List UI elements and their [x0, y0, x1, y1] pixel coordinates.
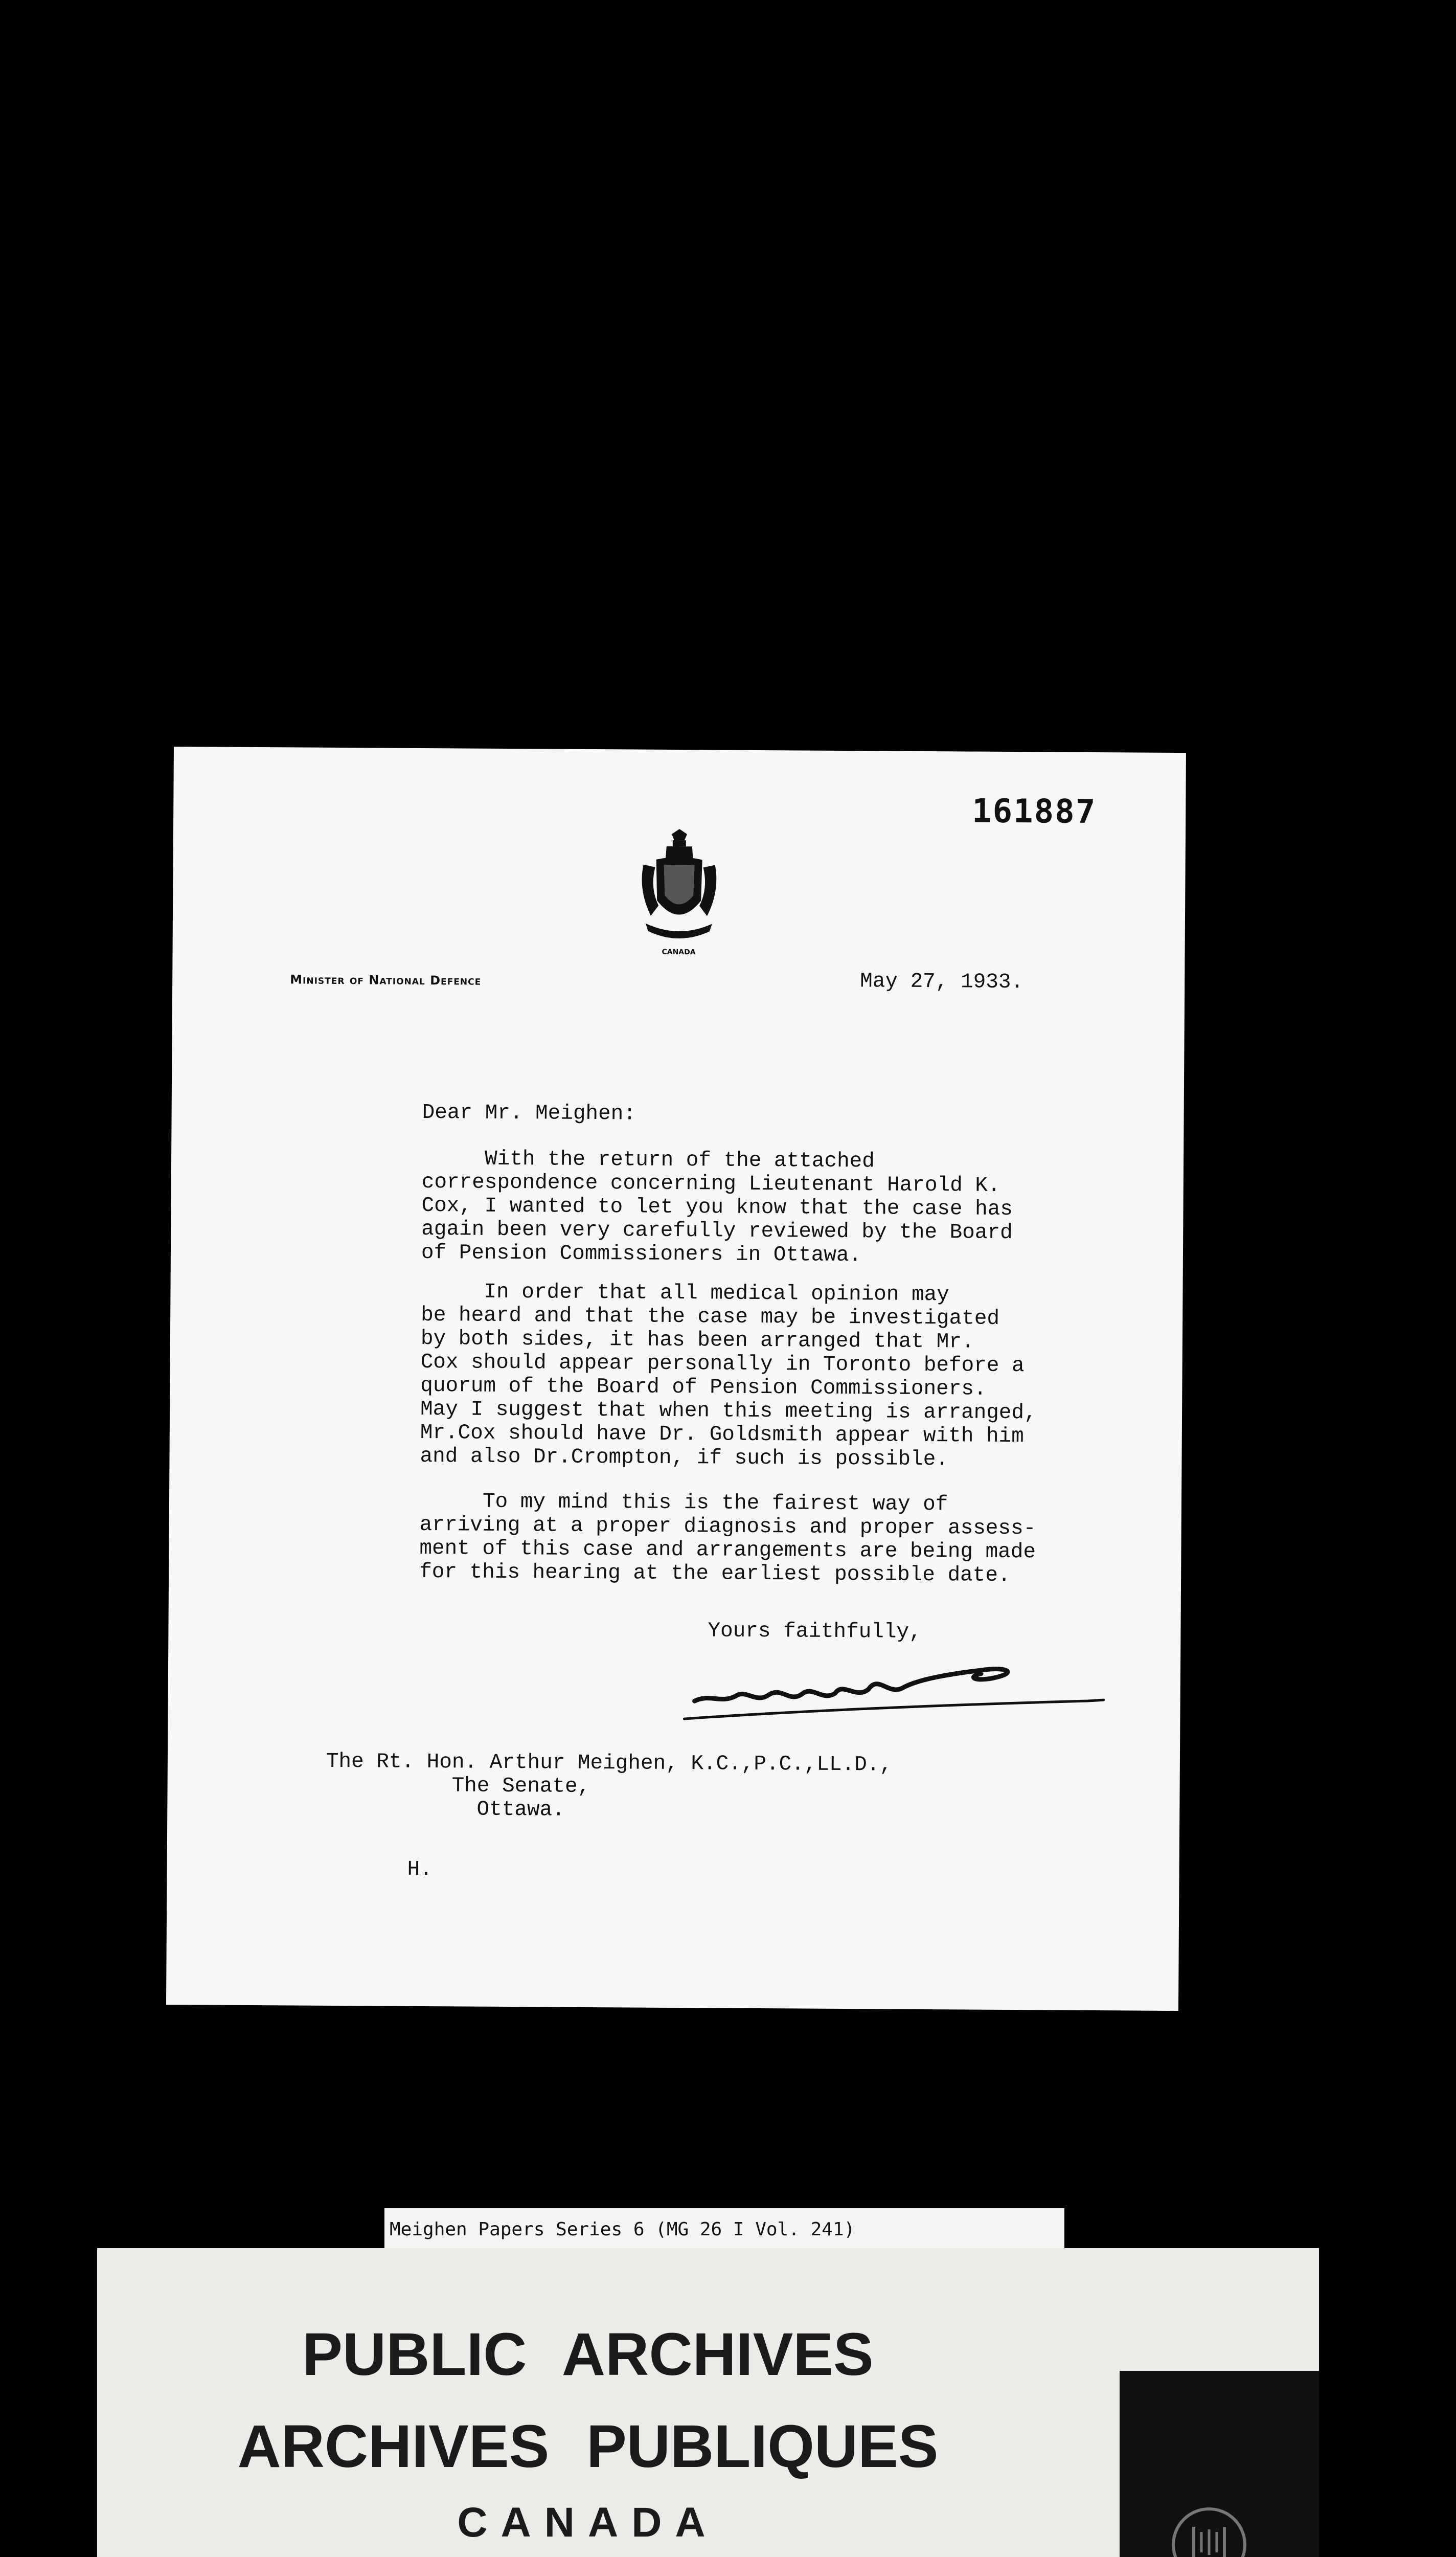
paragraph-line: With the return of the attached [421, 1147, 875, 1174]
crest-caption: CANADA [662, 948, 696, 957]
paragraph-line: and also Dr.Crompton, if such is possible. [420, 1444, 949, 1472]
archive-reference-label: Meighen Papers Series 6 (MG 26 I Vol. 241) [384, 2208, 1064, 2251]
addressee-block [326, 1750, 892, 1824]
salutation: Dear Mr. Meighen: [422, 1101, 636, 1126]
archives-seal-icon [1166, 2501, 1253, 2557]
paragraph-line: by both sides, it has been arranged that Mr. [420, 1327, 974, 1354]
paragraph-line: again been very carefully reviewed by the Board [421, 1217, 1013, 1245]
typist-initial: H. [407, 1857, 433, 1882]
closing: Yours faithfully, [708, 1619, 922, 1644]
archive-title-en: PUBLIC ARCHIVES [302, 2321, 874, 2388]
addressee-line: The Rt. Hon. Arthur Meighen, K.C.,P.C.,LL.D., [326, 1749, 893, 1777]
paragraph-line: Mr.Cox should have Dr. Goldsmith appear with him [420, 1421, 1024, 1449]
letter-page [166, 747, 1186, 2011]
coat-of-arms-icon [635, 829, 723, 947]
paragraph-line: be heard and that the case may be investigated [421, 1303, 1000, 1331]
archive-country: CANADA [457, 2499, 719, 2546]
letter-date: May 27, 1933. [860, 970, 1024, 995]
paragraph-3 [419, 1490, 1095, 1588]
letterhead-office: Minister of National Defence [290, 972, 482, 988]
paragraph-line: for this hearing at the earliest possible date. [419, 1560, 1011, 1588]
handwritten-signature [679, 1652, 1114, 1726]
paragraph-line: May I suggest that when this meeting is arranged, [420, 1397, 1037, 1425]
paragraph-line: of Pension Commissioners in Ottawa. [421, 1241, 862, 1268]
paragraph-line: ment of this case and arrangements are being made [419, 1536, 1036, 1564]
paragraph-2 [420, 1280, 1096, 1472]
paragraph-line: In order that all medical opinion may [421, 1280, 949, 1307]
document-number: 161887 [971, 792, 1097, 832]
paragraph-1 [421, 1147, 1097, 1269]
archive-title-fr: ARCHIVES PUBLIQUES [237, 2413, 939, 2480]
paragraph-line: quorum of the Board of Pension Commissioners. [420, 1374, 987, 1401]
paragraph-line: Cox, I wanted to let you know that the case has [421, 1194, 1013, 1222]
paragraph-line: correspondence concerning Lieutenant Harold K. [421, 1170, 1000, 1198]
addressee-line: The Senate, [326, 1773, 590, 1799]
paragraph-line: Cox should appear personally in Toronto before a [420, 1350, 1025, 1378]
paragraph-line: arriving at a proper diagnosis and proper assess- [419, 1513, 1036, 1541]
addressee-line: Ottawa. [326, 1797, 565, 1822]
paragraph-line: To my mind this is the fairest way of [419, 1489, 948, 1517]
archive-card [97, 2248, 1319, 2557]
